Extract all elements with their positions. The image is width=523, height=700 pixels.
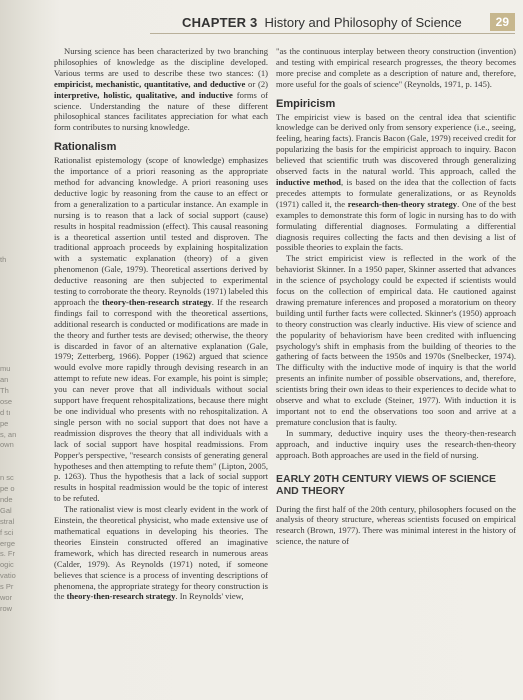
- margin-fragment: s Pr: [0, 582, 14, 592]
- margin-fragment: mu: [0, 364, 11, 374]
- margin-fragment: ose: [0, 396, 13, 406]
- margin-fragment: [0, 320, 22, 331]
- margin-fragment: Gal: [0, 505, 12, 515]
- page-number: 29: [490, 13, 515, 31]
- margin-fragment: [0, 342, 22, 353]
- margin-fragment: f sci: [0, 527, 14, 537]
- margin-fragment: [0, 277, 22, 288]
- intro-paragraph: Nursing science has been characterized by two branching philosophies of knowledge as the discipline developed. Various terms are used to describe these two stances: (1) empiricist, mechanistic, quantitative, and deductive or (2) interpretive, holistic, qualitative, and inductive forms of science. Understanding the nature of these different philosophical stances facilitates appreciation for what each form contributes to nursing knowledge.: [54, 46, 268, 133]
- margin-fragment: an: [0, 374, 9, 384]
- margin-fragment: [0, 353, 22, 364]
- margin-fragment: stral: [0, 516, 15, 526]
- margin-fragment: pe o: [0, 484, 15, 494]
- rationalism-paragraph-1: Rationalist epistemology (scope of knowledge) emphasizes the importance of a priori reasoning as the appropriate method for advancing knowledge. A priori reasoning uses deductive logic by reasoning from the cause to an effect or from a generalization to a particular instance. An example in nursing is to reason that a lack of social support (cause) results in hospital readmission (effect). This causal reasoning is a theoretical assertion until tested and disproven. The traditional approach proceeds by explaining hospitalization with a systematic explanation (theory) of a given phenomenon (Gale, 1979). Theoretical assertions derived by deductive reasoning are then subjected to experimental testing to corroborate the theory. Reynolds (1971) labeled this approach the theory-then-research strategy. If the research findings fail to correspond with the theoretical assertions, additional research is conducted or modifications are made in the theory and further tests are devised; otherwise, the theory is discarded in favor of an alternative explanation (Gale, 1979; Zetterberg, 1966). Popper (1962) argued that science would evolve more rapidly through devising research in an attempt to refute new ideas. For example, his point is simple; you can never prove that all individuals without social support have frequent rehospitalizations, because there might be one individual who presents with no rehospitalization. A single person with no social support that does not have a readmission disproves the theory that all individuals with a lack of social support have hospital readmissions. From Popper's perspective, "research consists of generating general hypotheses and then attempting to refute them" (Lipton, 2005, p. 1263). Thus the hypothesis that a lack of social support results in hospital readmission would be the topic of interest to be refuted.: [54, 155, 269, 504]
- margin-fragment: row: [0, 604, 13, 613]
- margin-fragment: [0, 462, 22, 473]
- header-rule: [150, 33, 515, 34]
- rationalism-paragraph-2: The rationalist view is most clearly evident in the work of Einstein, the theoretical physicist, who made extensive use of mathematical equations in developing his theories. The theories Einstein constructed offered an imaginative framework, which has directed research in numerous areas (Calder, 1979). As Reynolds (1971) noted, if someone believes that science is a process of inventing descriptions of phenomena, the appropriate strategy for theory construction is the theory-then-research strategy. In Reynolds' view,: [54, 504, 268, 602]
- margin-fragment: s, an: [0, 429, 17, 439]
- reynolds-quote: "as the continuous interplay between theory construction (invention) and testing with empirical research progresses, the theory becomes more precise and complete as a description of nature and, therefore, more useful for the goals of science" (Reynolds, 1971, p. 145).: [276, 46, 516, 89]
- margin-fragment: th: [0, 255, 7, 264]
- empiricism-paragraph-3: In summary, deductive inquiry uses the theory-then-research approach, and inductive inquiry uses the research-then-theory approach. Both approaches are used in the field of nursing.: [276, 427, 516, 460]
- margin-fragment: own: [0, 440, 14, 450]
- empiricism-paragraph-1: The empiricist view is based on the central idea that scientific knowledge can be derived only from sensory experience (i.e., seeing, feeling, hearing facts). Francis Bacon (Gale, 1979) received credit for popularizing the basis for the empiricist approach to inquiry. Bacon believed that scientific truth was discovered through generalizing observed facts in the natural world. This approach, called the inductive method, is based on the idea that the collection of facts precedes attempts to formulate generalizations, or as Reynolds (1971) called it, the research-then-theory strategy. One of the best examples to demonstrate this form of logic in nursing has to do with formulating differential diagnoses. Formulating a differential diagnosis requires collecting the facts and then devising a list of possible theories to explain the facts.: [276, 111, 516, 253]
- early-20th-century-heading: EARLY 20TH CENTURY VIEWS OF SCIENCE AND THEORY: [276, 472, 496, 498]
- empiricism-heading: Empiricism: [276, 97, 336, 110]
- early-20th-century-paragraph: During the first half of the 20th century, philosophers focused on the analysis of theory structure, whereas scientists focused on empirical research (Brown, 1977). There was minimal interest in the history of science, the nature of: [276, 503, 516, 547]
- margin-fragment: d tı: [0, 407, 11, 417]
- margin-fragment: vatio: [0, 571, 16, 581]
- margin-fragment: ogic: [0, 560, 14, 570]
- margin-fragment: nde: [0, 494, 13, 504]
- left-column: [54, 46, 268, 602]
- margin-fragment: n sc: [0, 473, 14, 483]
- margin-fragment: pe: [0, 418, 9, 428]
- empiricism-paragraph-2: The strict empiricist view is reflected in the work of the behaviorist Skinner. In a 1950 paper, Skinner asserted that advances in the science of psychology could be expected if scientists would focus on the collection of empirical data. He cautioned against drawing premature inferences and proposed a moratorium on theory building until further facts were collected. Skinner's (1950) approach to theory construction was clearly inductive. His view of science and the popularity of behaviorism have been credited with influencing psychology's shift in emphasis from the building of theories to the gathering of facts between the 1950s and 1970s (Snelbecker, 1974). The difficulty with the inductive mode of inquiry is that the world presents an infinite number of possible observations, and, therefore, scientists bring their own ideas to their experiences to decide what to observe and what to exclude (Steiner, 1977). With induction it is important not to end the observations too soon and arrive at a premature conclusion that is faulty.: [276, 253, 516, 427]
- margin-fragment: s. Fr: [0, 549, 15, 559]
- margin-fragment: [0, 266, 22, 277]
- running-header: [182, 10, 515, 34]
- chapter-label: CHAPTER 3: [182, 14, 258, 30]
- margin-fragment: wor: [0, 593, 13, 603]
- previous-page-edge-fragments: [0, 255, 22, 615]
- right-column: [276, 46, 516, 547]
- margin-fragment: erge: [0, 538, 16, 548]
- rationalism-heading: Rationalism: [54, 141, 117, 154]
- margin-fragment: [0, 288, 22, 299]
- margin-fragment: [0, 451, 22, 462]
- margin-fragment: [0, 310, 22, 321]
- margin-fragment: Th: [0, 385, 9, 395]
- margin-fragment: [0, 299, 22, 310]
- chapter-title: History and Philosophy of Science: [264, 14, 462, 30]
- margin-fragment: [0, 331, 22, 342]
